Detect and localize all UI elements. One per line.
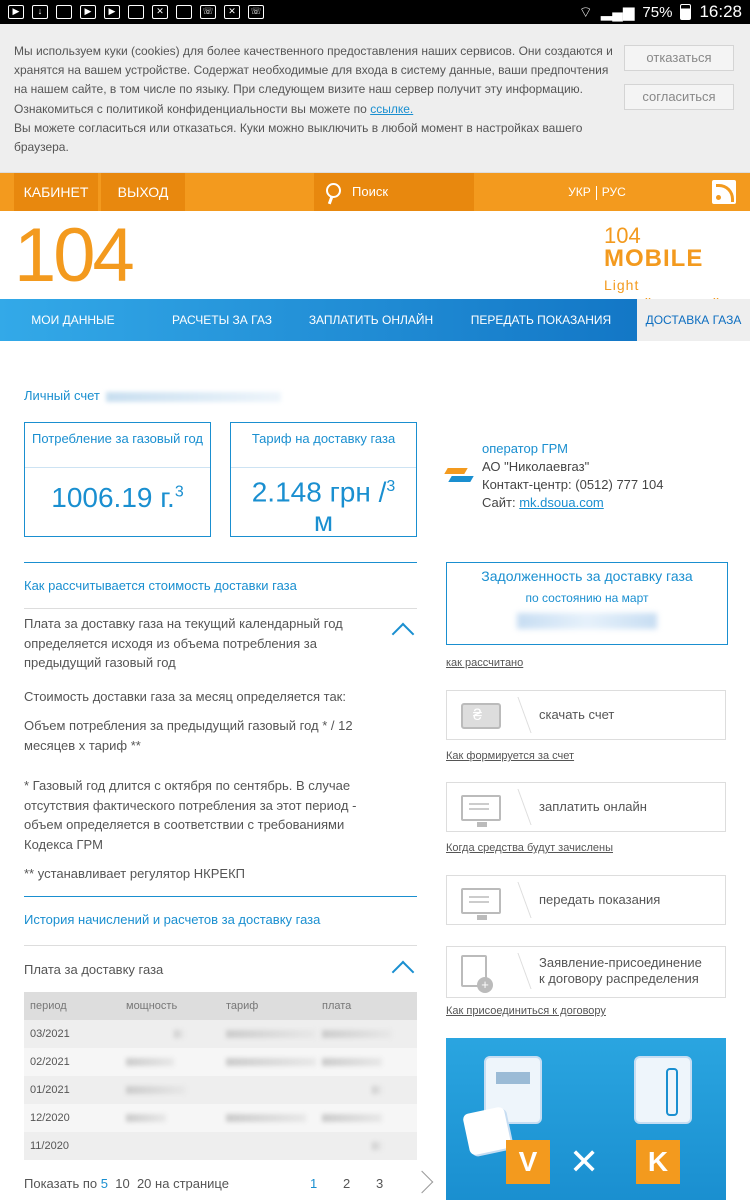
tariff-title: Тариф на доставку газа	[231, 423, 416, 468]
how-join-contract-link[interactable]: Как присоединиться к договору	[446, 1005, 606, 1017]
row-capacity-redacted	[126, 1112, 226, 1124]
search-input[interactable]	[314, 173, 474, 211]
row-tariff-redacted	[226, 1056, 322, 1068]
row-tariff-redacted	[226, 1028, 322, 1040]
table-row	[24, 1048, 417, 1076]
pay-online-label: заплатить онлайн	[539, 799, 647, 814]
header-tariff: тариф	[226, 1000, 259, 1012]
table-row	[24, 1104, 417, 1132]
status-bar	[0, 0, 750, 24]
search-icon	[326, 183, 341, 198]
nav-submit-readings[interactable]: ПЕРЕДАТЬ ПОКАЗАНИЯ	[470, 313, 612, 327]
history-table	[24, 992, 417, 1160]
when-funds-credited-link[interactable]: Когда средства будут зачислены	[446, 842, 613, 854]
row-payment-redacted	[322, 1028, 417, 1040]
account-number-redacted	[106, 392, 281, 402]
nav-gas-payments[interactable]: РАСЧЕТЫ ЗА ГАЗ	[172, 313, 272, 327]
row-payment-redacted	[322, 1112, 417, 1124]
consumption-value	[25, 468, 210, 514]
status-right	[579, 2, 742, 22]
row-capacity-redacted	[126, 1084, 226, 1096]
debt-title: Задолженность за доставку газа	[481, 568, 693, 584]
tariff-unit: м	[313, 506, 334, 538]
privacy-policy-link[interactable]: ссылке.	[370, 101, 414, 116]
header-payment: плата	[322, 1000, 352, 1012]
cookie-text-secondary: Вы можете согласиться или отказаться. Куки можно выключить в любой момент в настройках вашего браузера.	[14, 120, 583, 155]
cookie-text	[14, 42, 614, 157]
tariff-value	[231, 468, 416, 537]
missed-call-icon: ✕	[224, 5, 240, 19]
tariff-unit-sup: 3	[386, 478, 396, 495]
submit-readings-button[interactable]	[446, 875, 726, 925]
header-capacity: мощность	[126, 1000, 178, 1012]
tariff-number: 2.148 грн /	[251, 476, 387, 508]
mobile-logo-light: Light	[604, 277, 640, 293]
operator-info	[446, 440, 736, 512]
row-capacity-redacted	[126, 1028, 226, 1040]
download-bill-button[interactable]	[446, 690, 726, 740]
page-size-prefix: Показать по	[24, 1176, 98, 1191]
history-section-title[interactable]: История начислений и расчетов за доставку газа	[24, 912, 321, 927]
youtube-icon: ▶	[8, 5, 24, 19]
history-subtitle: Плата за доставку газа	[24, 962, 164, 977]
row-period: 11/2020	[30, 1140, 69, 1152]
lang-rus-link[interactable]: РУС	[601, 185, 626, 199]
row-payment-redacted	[322, 1140, 417, 1152]
viber-icon: ☏	[248, 5, 264, 19]
cookie-refuse-button[interactable]: отказаться	[624, 45, 734, 71]
multiply-icon: ✕	[569, 1141, 600, 1182]
operator-name: АО "Николаевгаз"	[482, 459, 590, 474]
operator-logo-icon	[446, 464, 474, 486]
page-3[interactable]: 3	[376, 1176, 384, 1191]
lang-ukr-link[interactable]: УКР	[568, 185, 591, 199]
wifi-icon: ⌔	[578, 3, 593, 21]
calc-paragraph-4: * Газовый год длится с октября по сентябрь. В случае отсутствия фактического потребления за этот период - объем определяется в соответствии с требованиями Кодекса ГРМ	[24, 778, 357, 852]
page-size-10[interactable]: 10	[115, 1176, 130, 1191]
download-icon: ↓	[32, 5, 48, 19]
operator-site-label: Сайт:	[482, 495, 520, 510]
row-period: 02/2021	[30, 1056, 70, 1068]
divider	[24, 608, 417, 609]
chevron-up-icon[interactable]	[392, 961, 415, 984]
consumption-card	[24, 422, 211, 537]
viber-icon: ☏	[200, 5, 216, 19]
calc-section-title[interactable]: Как рассчитывается стоимость доставки газа	[24, 578, 297, 593]
tariff-card	[230, 422, 417, 537]
row-period: 03/2021	[30, 1028, 70, 1040]
youtube-icon: ▶	[80, 5, 96, 19]
contract-join-line1: Заявление-присоединение	[539, 955, 702, 970]
computer-icon	[461, 795, 501, 821]
main-nav	[0, 299, 750, 341]
calc-paragraph-1: Плата за доставку газа на текущий календарный год определяется исходя из объема потребления за предыдущий газовый год	[24, 616, 343, 670]
table-row	[24, 1132, 417, 1160]
signal-icon: ▂▄▆	[600, 4, 635, 21]
language-switcher	[566, 173, 628, 211]
missed-call-icon: ✕	[152, 5, 168, 19]
cabinet-button[interactable]: КАБИНЕТ	[14, 173, 98, 211]
debt-card	[446, 562, 728, 645]
mobile-logo-word	[604, 247, 736, 297]
promo-k-letter: K	[636, 1140, 680, 1184]
table-header	[24, 992, 417, 1020]
personal-account	[24, 388, 281, 403]
separator	[506, 789, 531, 825]
clock: 16:28	[699, 2, 742, 21]
battery-percent: 75%	[642, 3, 673, 21]
separator	[506, 697, 531, 733]
row-capacity-redacted	[126, 1056, 226, 1068]
sim-icon	[176, 5, 192, 19]
row-period: 01/2021	[30, 1084, 70, 1096]
row-payment-redacted	[322, 1084, 417, 1096]
nav-pay-online[interactable]: ЗАПЛАТИТЬ ОНЛАЙН	[308, 313, 434, 327]
how-calculated-link[interactable]: как рассчитано	[446, 657, 524, 669]
header-period: период	[30, 1000, 67, 1012]
calc-paragraph-5: ** устанавливает регулятор НКРЕКП	[24, 866, 245, 881]
rss-icon[interactable]	[712, 180, 736, 204]
operator-contact: Контакт-центр: (0512) 777 104	[482, 477, 664, 492]
debt-amount-redacted	[517, 613, 657, 629]
divider	[24, 896, 417, 897]
top-bar	[0, 173, 750, 211]
mobile-logo-mobile: MOBILE	[604, 245, 704, 272]
separator	[506, 953, 531, 989]
pagination	[24, 1176, 424, 1196]
debt-subtitle: по состоянию на март	[525, 591, 649, 605]
document-add-icon	[461, 955, 487, 987]
calc-paragraph-2: Стоимость доставки газа за месяц определяется так:	[24, 689, 346, 704]
pay-online-button[interactable]	[446, 782, 726, 832]
operator-title: оператор ГРМ	[482, 441, 568, 456]
search-placeholder: Поиск	[352, 184, 389, 199]
divider	[24, 945, 417, 946]
nav-gas-delivery[interactable]: ДОСТАВКА ГАЗА	[637, 299, 750, 341]
nav-my-data[interactable]: МОИ ДАННЫЕ	[31, 313, 115, 327]
site-logo[interactable]: 104	[14, 213, 132, 298]
exit-button[interactable]: ВЫХОД	[101, 173, 185, 211]
table-row	[24, 1020, 417, 1048]
thermometer-icon	[634, 1056, 692, 1124]
page-size-5[interactable]: 5	[100, 1176, 109, 1191]
image-icon	[56, 5, 72, 19]
page-size-20[interactable]: 20	[136, 1176, 152, 1191]
sim-icon	[128, 5, 144, 19]
personal-account-label: Личный счет	[24, 388, 100, 403]
battery-icon	[680, 4, 691, 20]
row-period: 12/2020	[30, 1112, 70, 1124]
notification-icons	[8, 5, 264, 19]
operator-site	[482, 494, 736, 512]
page-2[interactable]: 2	[343, 1176, 351, 1191]
contract-join-label	[539, 947, 702, 995]
row-tariff-redacted	[226, 1112, 322, 1124]
consumption-number: 1006.19 г.	[51, 482, 175, 513]
page-1[interactable]: 1	[310, 1176, 318, 1191]
separator	[506, 882, 531, 918]
chevron-up-icon[interactable]	[392, 623, 415, 646]
submit-readings-label: передать показания	[539, 892, 661, 907]
lang-divider	[596, 186, 597, 200]
youtube-icon: ▶	[104, 5, 120, 19]
calc-paragraph-3: Объем потребления за предыдущий газовый год * / 12 месяцев х тариф **	[24, 718, 353, 753]
cookie-agree-button[interactable]: согласиться	[624, 84, 734, 110]
row-payment-redacted	[322, 1056, 417, 1068]
promo-banner[interactable]	[446, 1038, 726, 1200]
consumption-unit-sup: 3	[174, 483, 184, 501]
page-size-suffix: на странице	[155, 1176, 229, 1191]
cookie-text-main: Мы используем куки (cookies) для более качественного предоставления наших сервисов. Они создаются и хранятся на вашем устройстве. Содержат необходимые для входа в систему данные, ваши предпочтения на нашем сайте, в том числе по языку. При следующем визите наш сервер получит эту информацию. Ознакомиться с политикой конфиденциальности вы можете по	[14, 44, 613, 116]
divider	[24, 562, 417, 563]
contract-join-line2: к договору распределения	[539, 971, 699, 986]
chevron-right-icon[interactable]	[411, 1171, 434, 1194]
operator-site-link[interactable]: mk.dsoua.com	[519, 495, 604, 510]
promo-v-letter: V	[506, 1140, 550, 1184]
bill-icon	[461, 703, 501, 729]
cookie-banner	[0, 24, 750, 173]
dice-icon	[462, 1106, 512, 1156]
consumption-title: Потребление за газовый год	[25, 423, 210, 468]
contract-join-button[interactable]	[446, 946, 726, 998]
how-bill-formed-link[interactable]: Как формируется за счет	[446, 750, 575, 762]
table-row	[24, 1076, 417, 1104]
download-bill-label: скачать счет	[539, 707, 615, 722]
meter-computer-icon	[461, 888, 501, 914]
mobile-logo-number: 104	[604, 223, 641, 248]
